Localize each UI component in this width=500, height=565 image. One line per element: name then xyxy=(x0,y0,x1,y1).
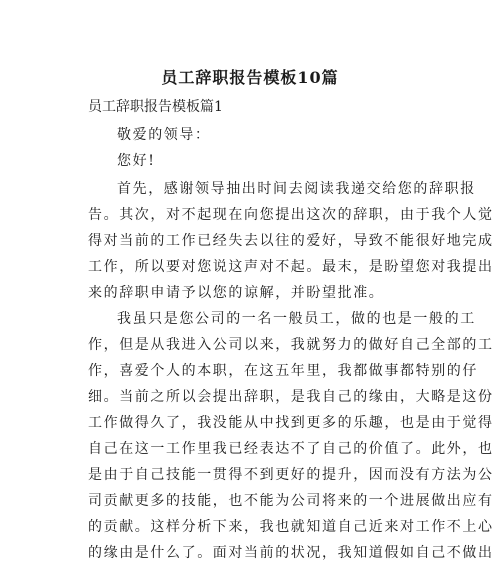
paragraph-1-line-4: 工作，所以要对您说这声对不起。最末，是盼望您对我提出 xyxy=(88,259,494,275)
paragraph-1-line-3: 得对当前的工作已经失去以往的爱好，导致不能很好地完成 xyxy=(88,233,494,249)
paragraph-2-line-6: 自己在这一工作里我已经表达不了自己的价值了。此外，也 xyxy=(88,441,494,457)
paragraph-2-line-9: 的贡献。这样分析下来，我也就知道自己近来对工作不上心 xyxy=(88,519,494,535)
salutation-line: 敬爱的领导： xyxy=(117,127,211,143)
paragraph-1-line-1: 首先，感谢领导抽出时间去阅读我递交给您的辞职报 xyxy=(117,181,476,197)
greeting-line: 您好! xyxy=(117,153,156,169)
paragraph-1-line-5: 来的辞职申请予以您的谅解，并盼望批准。 xyxy=(88,285,385,301)
paragraph-2-line-4: 细。当前之所以会提出辞职，是我自己的缘由，大略是这份 xyxy=(88,389,494,405)
paragraph-1-line-2: 告。其次，对不起现在向您提出这次的辞职，由于我个人觉 xyxy=(88,207,494,223)
section-title: 员工辞职报告模板篇1 xyxy=(88,99,223,115)
paragraph-2-line-7: 是由于自己技能一贯得不到更好的提升，因而没有方法为公 xyxy=(88,467,494,483)
paragraph-2-line-8: 司贡献更多的技能，也不能为公司将来的一个进展做出应有 xyxy=(88,493,494,509)
paragraph-2-line-1: 我虽只是您公司的一名一般员工，做的也是一般的工 xyxy=(117,311,476,327)
paragraph-2-line-2: 作，但是从我进入公司以来，我就努力的做好自己全部的工 xyxy=(88,337,494,353)
paragraph-2-line-3: 作，喜爱个人的本职，在这五年里，我都做事都特别的仔 xyxy=(88,363,478,379)
paragraph-2-line-5: 工作做得久了，我没能从中找到更多的乐趣，也是由于觉得 xyxy=(88,415,494,431)
document-title: 员工辞职报告模板10篇 xyxy=(161,68,339,87)
paragraph-2-line-10: 的缘由是什么了。面对当前的状况，我知道假如自己不做出 xyxy=(88,545,494,561)
